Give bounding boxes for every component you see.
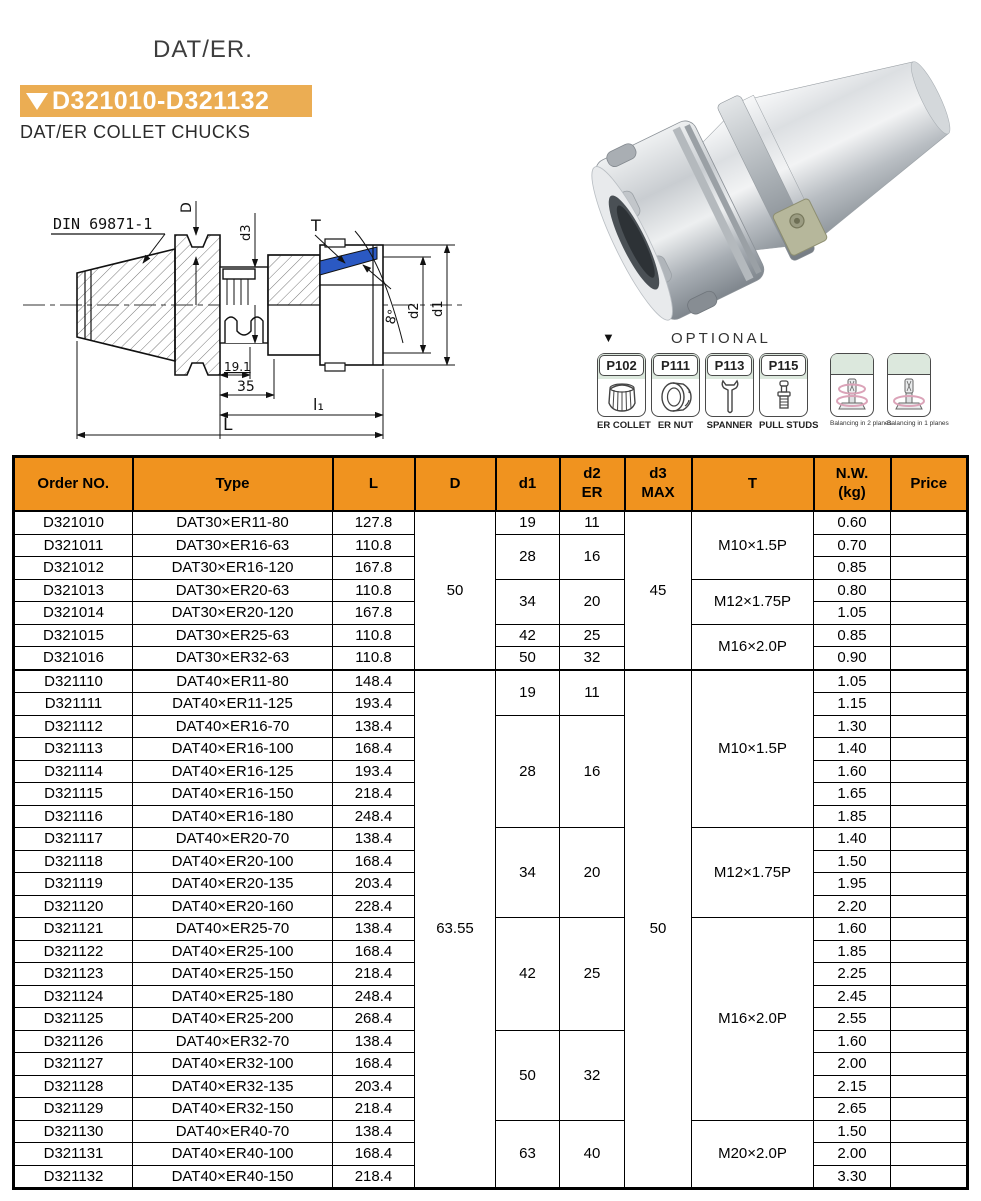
balancing-cards [830, 353, 931, 417]
cell-order-no: D321010 [14, 511, 133, 534]
cell-l: 168.4 [333, 738, 415, 761]
cell-price [891, 895, 968, 918]
cell-l: 203.4 [333, 1075, 415, 1098]
cell-price [891, 693, 968, 716]
cell-price [891, 1053, 968, 1076]
triangle-down-icon [26, 93, 48, 110]
cell-order-no: D321013 [14, 579, 133, 602]
cell-type: DAT30×ER20-120 [133, 602, 333, 625]
cell-l: 110.8 [333, 647, 415, 670]
cell-price [891, 918, 968, 941]
cell-nw: 1.30 [814, 715, 891, 738]
cell-d2-er: 25 [560, 918, 625, 1031]
card-caption: PULL STUDS [759, 420, 819, 431]
cell-d2-er: 20 [560, 579, 625, 624]
cell-price [891, 670, 968, 693]
cell-l: 138.4 [333, 715, 415, 738]
cell-l: 193.4 [333, 693, 415, 716]
col-header-d2-er: d2 ER [560, 457, 625, 512]
cell-type: DAT40×ER40-70 [133, 1120, 333, 1143]
cell-price [891, 940, 968, 963]
cell-type: DAT40×ER40-100 [133, 1143, 333, 1166]
cell-d1: 34 [496, 828, 560, 918]
cell-d2-er: 11 [560, 670, 625, 716]
cell-order-no: D321124 [14, 985, 133, 1008]
dim-D-label: D [179, 202, 195, 213]
cell-order-no: D321117 [14, 828, 133, 851]
cell-type: DAT40×ER16-180 [133, 805, 333, 828]
cell-price [891, 1008, 968, 1031]
cell-price [891, 579, 968, 602]
cell-d: 63.55 [415, 670, 496, 1189]
cell-order-no: D321127 [14, 1053, 133, 1076]
cell-order-no: D321131 [14, 1143, 133, 1166]
cell-order-no: D321012 [14, 557, 133, 580]
balancing-1-plane-card [887, 353, 931, 417]
cell-price [891, 1120, 968, 1143]
gripper-groove [220, 267, 268, 343]
cell-price [891, 715, 968, 738]
cell-type: DAT30×ER16-63 [133, 534, 333, 557]
cell-nw: 2.00 [814, 1143, 891, 1166]
cell-type: DAT30×ER20-63 [133, 579, 333, 602]
cell-type: DAT40×ER40-150 [133, 1165, 333, 1189]
optional-card-spanner [705, 353, 754, 417]
cell-price [891, 963, 968, 986]
balancing-2-planes-card [830, 353, 874, 417]
cell-order-no: D321115 [14, 783, 133, 806]
col-header-price: Price [891, 457, 968, 512]
cell-type: DAT40×ER32-150 [133, 1098, 333, 1121]
cell-l: 167.8 [333, 602, 415, 625]
dim-l1-label: l₁ [313, 395, 324, 414]
cell-d2-er: 16 [560, 715, 625, 828]
cell-t: M20×2.0P [692, 1120, 814, 1189]
cell-order-no: D321111 [14, 693, 133, 716]
cell-nw: 1.05 [814, 670, 891, 693]
cell-d3-max: 45 [625, 511, 692, 670]
cell-l: 167.8 [333, 557, 415, 580]
technical-drawing [15, 193, 470, 445]
cell-type: DAT40×ER11-125 [133, 693, 333, 716]
balancing-caption: Balancing in 1 planes [887, 420, 949, 427]
cell-type: DAT30×ER11-80 [133, 511, 333, 534]
cell-d1: 34 [496, 579, 560, 624]
cell-order-no: D321132 [14, 1165, 133, 1189]
cell-nw: 2.00 [814, 1053, 891, 1076]
col-header-order-no: Order NO. [14, 457, 133, 512]
cell-price [891, 738, 968, 761]
cell-type: DAT40×ER16-100 [133, 738, 333, 761]
cell-l: 168.4 [333, 1053, 415, 1076]
cell-type: DAT40×ER20-100 [133, 850, 333, 873]
table-row [14, 511, 968, 534]
er-collet-icon [604, 379, 640, 415]
cell-nw: 0.60 [814, 511, 891, 534]
cell-nw: 1.40 [814, 828, 891, 851]
dim-T-label: T [311, 216, 321, 235]
cell-d1: 63 [496, 1120, 560, 1189]
cell-l: 248.4 [333, 805, 415, 828]
cell-d2-er: 16 [560, 534, 625, 579]
cell-d2-er: 20 [560, 828, 625, 918]
cell-order-no: D321119 [14, 873, 133, 896]
cell-type: DAT40×ER32-135 [133, 1075, 333, 1098]
cell-d2-er: 11 [560, 511, 625, 534]
cell-type: DAT40×ER25-200 [133, 1008, 333, 1031]
cell-nw: 1.15 [814, 693, 891, 716]
cell-nw: 1.05 [814, 602, 891, 625]
cell-nw: 0.85 [814, 557, 891, 580]
cell-nw: 1.85 [814, 805, 891, 828]
cell-order-no: D321118 [14, 850, 133, 873]
din-standard-callout [51, 215, 165, 263]
cell-price [891, 805, 968, 828]
collet-chuck-photo [577, 32, 979, 332]
cell-order-no: D321114 [14, 760, 133, 783]
dim-19-1-label: 19.1 [224, 360, 251, 374]
dim-35-label: 35 [237, 379, 255, 395]
cell-order-no: D321123 [14, 963, 133, 986]
cell-l: 148.4 [333, 670, 415, 693]
cell-order-no: D321122 [14, 940, 133, 963]
cell-d1: 28 [496, 715, 560, 828]
cell-type: DAT40×ER25-180 [133, 985, 333, 1008]
balancing-2-planes-icon [832, 375, 872, 415]
cell-price [891, 985, 968, 1008]
table-row [14, 670, 968, 693]
card-code: P113 [707, 355, 752, 376]
taper-shank [77, 249, 175, 361]
optional-card-pull-stud [759, 353, 808, 417]
optional-card-er-collet [597, 353, 646, 417]
optional-cards [597, 353, 808, 417]
cell-nw: 1.85 [814, 940, 891, 963]
cell-price [891, 1165, 968, 1189]
cell-price [891, 647, 968, 670]
col-header-nw: N.W. (kg) [814, 457, 891, 512]
cell-type: DAT40×ER16-150 [133, 783, 333, 806]
cell-d2-er: 25 [560, 624, 625, 647]
cell-nw: 1.60 [814, 1030, 891, 1053]
cell-nw: 1.65 [814, 783, 891, 806]
cell-price [891, 1075, 968, 1098]
cell-type: DAT40×ER32-70 [133, 1030, 333, 1053]
cell-d2-er: 40 [560, 1120, 625, 1189]
cell-l: 218.4 [333, 1098, 415, 1121]
din-standard-label: DIN 69871-1 [53, 215, 153, 233]
cell-d3-max: 50 [625, 670, 692, 1189]
cell-type: DAT40×ER20-160 [133, 895, 333, 918]
er-nut-icon [657, 379, 695, 415]
cell-l: 268.4 [333, 1008, 415, 1031]
cell-nw: 2.20 [814, 895, 891, 918]
cell-nw: 0.70 [814, 534, 891, 557]
cell-l: 248.4 [333, 985, 415, 1008]
col-header-d3-max: d3 MAX [625, 457, 692, 512]
cell-t: M10×1.5P [692, 670, 814, 828]
cell-l: 218.4 [333, 783, 415, 806]
cell-type: DAT40×ER20-70 [133, 828, 333, 851]
cell-nw: 2.55 [814, 1008, 891, 1031]
cell-l: 218.4 [333, 1165, 415, 1189]
cell-l: 127.8 [333, 511, 415, 534]
cell-type: DAT40×ER16-70 [133, 715, 333, 738]
cell-price [891, 1143, 968, 1166]
cell-l: 110.8 [333, 534, 415, 557]
cell-nw: 2.15 [814, 1075, 891, 1098]
dim-d2-label: d2 [407, 302, 422, 319]
spanner-icon [715, 379, 745, 415]
dim-angle-label: 8° [383, 307, 402, 327]
cell-d2-er: 32 [560, 1030, 625, 1120]
cell-order-no: D321110 [14, 670, 133, 693]
table-header-row [14, 457, 968, 512]
cell-nw: 2.65 [814, 1098, 891, 1121]
product-table [12, 455, 969, 1190]
cell-l: 168.4 [333, 850, 415, 873]
cell-type: DAT40×ER16-125 [133, 760, 333, 783]
card-caption: ER COLLET [597, 420, 651, 431]
cell-l: 168.4 [333, 940, 415, 963]
cell-order-no: D321016 [14, 647, 133, 670]
card-code: P115 [761, 355, 806, 376]
cell-l: 138.4 [333, 1120, 415, 1143]
cell-order-no: D321121 [14, 918, 133, 941]
cell-order-no: D321014 [14, 602, 133, 625]
col-header-t: T [692, 457, 814, 512]
cell-t: M16×2.0P [692, 624, 814, 670]
col-header-d: D [415, 457, 496, 512]
cell-order-no: D321128 [14, 1075, 133, 1098]
cell-price [891, 557, 968, 580]
cell-d1: 19 [496, 670, 560, 716]
cell-price [891, 1098, 968, 1121]
cell-price [891, 511, 968, 534]
cell-order-no: D321129 [14, 1098, 133, 1121]
cell-price [891, 783, 968, 806]
page-title: DAT/ER. [153, 36, 253, 63]
cell-order-no: D321011 [14, 534, 133, 557]
cell-d1: 50 [496, 1030, 560, 1120]
cell-d1: 42 [496, 918, 560, 1031]
cell-price [891, 873, 968, 896]
cell-price [891, 1030, 968, 1053]
cell-order-no: D321120 [14, 895, 133, 918]
optional-heading: OPTIONAL [671, 330, 771, 347]
range-banner-text: D321010-D321132 [52, 86, 270, 115]
dim-d3-label: d3 [239, 224, 254, 241]
cell-l: 218.4 [333, 963, 415, 986]
cell-t: M12×1.75P [692, 828, 814, 918]
cell-nw: 0.80 [814, 579, 891, 602]
page-subtitle: DAT/ER COLLET CHUCKS [20, 122, 251, 142]
col-header-l: L [333, 457, 415, 512]
cell-nw: 1.95 [814, 873, 891, 896]
cell-type: DAT40×ER25-100 [133, 940, 333, 963]
cell-d1: 42 [496, 624, 560, 647]
card-code: P102 [599, 355, 644, 376]
optional-marker-icon: ▼ [602, 330, 615, 345]
col-header-type: Type [133, 457, 333, 512]
dim-L-label: L [223, 415, 233, 435]
cell-nw: 2.25 [814, 963, 891, 986]
cell-l: 193.4 [333, 760, 415, 783]
cell-nw: 2.45 [814, 985, 891, 1008]
cell-l: 110.8 [333, 579, 415, 602]
card-caption: ER NUT [657, 420, 694, 431]
cell-d2-er: 32 [560, 647, 625, 670]
cell-nw: 3.30 [814, 1165, 891, 1189]
cell-type: DAT30×ER16-120 [133, 557, 333, 580]
card-header-band [888, 354, 930, 375]
cell-order-no: D321116 [14, 805, 133, 828]
cell-nw: 1.50 [814, 850, 891, 873]
cell-t: M12×1.75P [692, 579, 814, 624]
cell-order-no: D321130 [14, 1120, 133, 1143]
optional-card-er-nut [651, 353, 700, 417]
cell-l: 228.4 [333, 895, 415, 918]
cell-d1: 28 [496, 534, 560, 579]
balancing-1-plane-icon [889, 375, 929, 415]
cell-order-no: D321113 [14, 738, 133, 761]
card-code: P111 [653, 355, 698, 376]
cell-l: 138.4 [333, 828, 415, 851]
cell-nw: 1.50 [814, 1120, 891, 1143]
cell-l: 203.4 [333, 873, 415, 896]
cell-l: 110.8 [333, 624, 415, 647]
cell-l: 138.4 [333, 1030, 415, 1053]
card-header-band [831, 354, 873, 375]
cell-d1: 19 [496, 511, 560, 534]
cell-order-no: D321126 [14, 1030, 133, 1053]
flange [175, 235, 220, 375]
cell-type: DAT30×ER32-63 [133, 647, 333, 670]
cell-type: DAT40×ER20-135 [133, 873, 333, 896]
product-photo [558, 32, 980, 332]
cell-price [891, 828, 968, 851]
cell-type: DAT40×ER32-100 [133, 1053, 333, 1076]
cell-d1: 50 [496, 647, 560, 670]
cell-type: DAT40×ER11-80 [133, 670, 333, 693]
cell-price [891, 602, 968, 625]
cell-nw: 1.60 [814, 760, 891, 783]
cell-l: 138.4 [333, 918, 415, 941]
balancing-caption: Balancing in 2 planes [830, 420, 892, 427]
cell-t: M10×1.5P [692, 511, 814, 579]
cell-nw: 1.60 [814, 918, 891, 941]
cell-nw: 1.40 [814, 738, 891, 761]
cell-type: DAT40×ER25-70 [133, 918, 333, 941]
dim-d1-label: d1 [431, 300, 446, 317]
cell-nw: 0.90 [814, 647, 891, 670]
cell-order-no: D321015 [14, 624, 133, 647]
cell-price [891, 850, 968, 873]
cell-nw: 0.85 [814, 624, 891, 647]
pull-stud-icon [772, 379, 796, 415]
card-caption: SPANNER [706, 420, 753, 431]
cell-l: 168.4 [333, 1143, 415, 1166]
cell-order-no: D321112 [14, 715, 133, 738]
cell-t: M16×2.0P [692, 918, 814, 1121]
cell-price [891, 624, 968, 647]
cell-price [891, 534, 968, 557]
col-header-d1: d1 [496, 457, 560, 512]
cell-order-no: D321125 [14, 1008, 133, 1031]
cell-d: 50 [415, 511, 496, 670]
range-banner [20, 85, 312, 117]
cell-type: DAT30×ER25-63 [133, 624, 333, 647]
cell-type: DAT40×ER25-150 [133, 963, 333, 986]
cell-price [891, 760, 968, 783]
